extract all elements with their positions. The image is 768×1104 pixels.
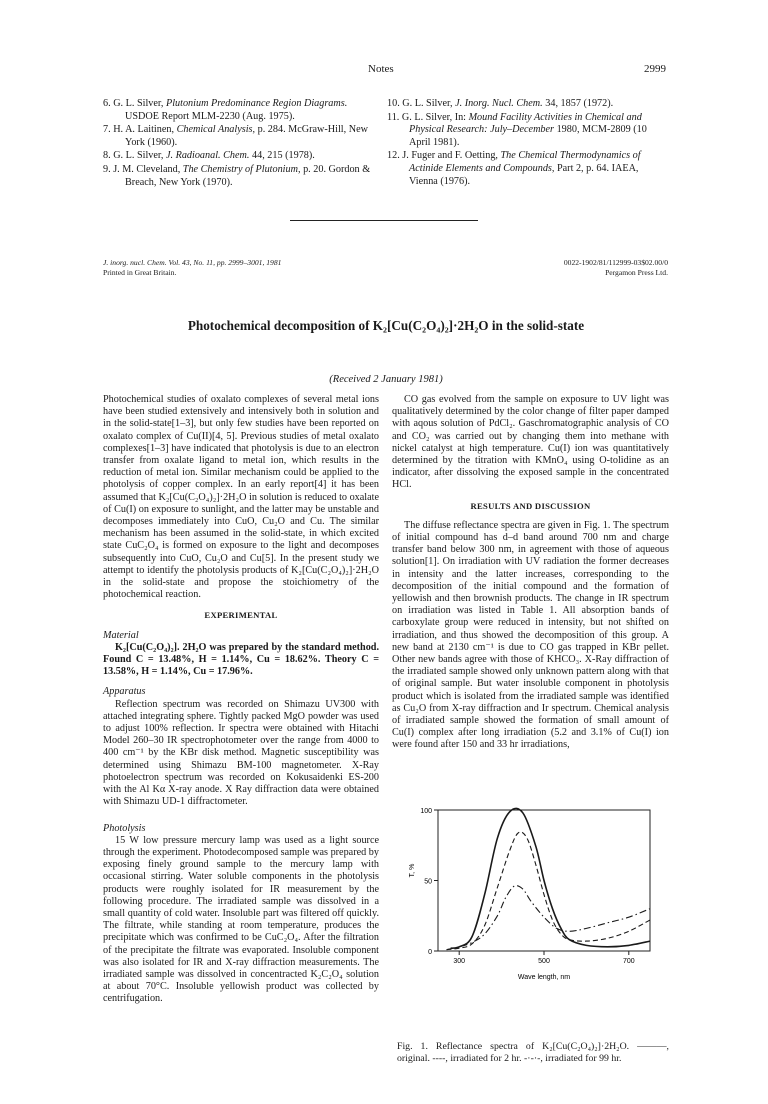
- received-date: (Received 2 January 1981): [329, 374, 443, 385]
- photolysis-paragraph: 15 W low pressure mercury lamp was used as a light source through the experiment. Photodecomposed sample was prepared by exposing finely ground sample to the mercury lamp with occasional stirring. Water soluble components in the photolysis products were roughly isolated for IR measurement by the following procedure. The irradiated sample was dissolved in a small quantity of cold water. Insoluble part was filtered off quickly. The filtrate, while standing at room temperature, produces the precipitate which was confirmed to be CuC₂O₄. After the filtration of the precipitate the filtrate was evaporated. Insoluble component was also isolated for IR and X-ray diffraction measurements. The irradiated sample was dissolved in concentracted K₂C₂O₄ solution at about 70°C. Insoluble yellowish product was collected by centrifugation.: [103, 834, 379, 1005]
- reference-authors: H. A. Laitinen,: [113, 124, 177, 136]
- reference-details: 44, 215 (1978).: [249, 150, 315, 162]
- reference-number: 8.: [103, 150, 114, 162]
- reference-authors: G. L. Silver,: [113, 150, 166, 162]
- series-line-solid: [451, 808, 650, 948]
- reflectance-chart: [398, 796, 668, 1014]
- y-tick-label: 100: [420, 808, 432, 815]
- intro-paragraph: Photochemical studies of oxalato complexes of several metal ions have been studied extensively and intensively both in solution and in the solid-state[1–3], but only few studies have been reported on oxalato complex of Cu(II)[4, 5]. Previous studies of metal oxalato complexes[1–3] have indicated that photolysis is due to an electron transfer from oxalate ligand to metal ion, which results in the reduction of metal ion. Similar mechanism could be applied to the photolysis of copper complex. In an early report[4] it has been assumed that K₂[Cu(C₂O₄)₂]·2H₂O in solution is reduced to oxalate of Cu(I) on exposure to sunlight, and the latter may be unstable and decomposes immediately into CuO, Cu₂O and Cu. The similar mechanism has been assumed in the solid-state, in which excited state CuC₂O₄ is formed on exposure to the light and decomposes subsequently into CuO, Cu₂O and Cu[5]. In the present study we attempt to identify the photolysis products of K₂[Cu(C₂O₄)₂]·2H₂O in the solid-state and propose the stoichiometry of the photochemical reaction.: [103, 394, 379, 601]
- journal-printed-line: Printed in Great Britain.: [103, 267, 177, 277]
- running-header-section: Notes: [368, 63, 394, 75]
- journal-code-line: 0022-1902/81/112999-03$02.00/0: [563, 258, 668, 267]
- journal-code: [470, 258, 668, 277]
- reference-authors: G. L. Silver,: [402, 98, 456, 109]
- references-separator: [290, 220, 478, 221]
- reference-item: [103, 164, 375, 189]
- journal-citation-line: J. inorg. nucl. Chem. Vol. 43, No. 11, pp. 2999–3001, 1981: [103, 258, 282, 267]
- y-axis-label: T, %: [409, 863, 416, 878]
- reference-details: Part 2, p. 64. IAEA, Vienna (1976).: [409, 162, 639, 187]
- material-heading: Material: [103, 629, 139, 641]
- reference-title: Plutonium Predominance Region Diagrams.: [165, 98, 348, 109]
- x-tick-label: 500: [538, 958, 550, 965]
- references-left: [103, 98, 375, 190]
- experimental-heading: EXPERIMENTAL: [204, 610, 278, 621]
- reference-authors: J. M. Cleveland,: [113, 163, 183, 175]
- journal-citation: [103, 258, 403, 277]
- y-tick-label: 0: [428, 949, 432, 956]
- right-column: [392, 394, 669, 752]
- reference-title: Chemical Analysis,: [176, 124, 256, 136]
- reference-title: The Chemistry of Plutonium,: [182, 163, 301, 175]
- reference-item: [103, 98, 375, 123]
- results-heading: RESULTS AND DISCUSSION: [470, 500, 591, 511]
- results-paragraph: The diffuse reflectance spectra are given in Fig. 1. The spectrum of initial compound has d–d band around 700 nm and charge transfer band below 300 nm, in agreement with those of aqueous solution[1]. On irradiation with UV radiation the former decreases in intensity and the latter increases, corresponding to the decomposition of the initial compound and the formation of yellowish and then brownish products. The change in IR spectrum on irradiation was listed in Table 1. All absorption bands of carboxylate group were reduced in intensity, but not shifted on irradiation, and thus showed the decomposition of this group. A new band at 2130 cm⁻¹ is due to CO gas trapped in KBr pellet. Other new bands agree with those of KHCO₃. X-Ray diffraction of the irradiated sample showed only unknown pattern along with that of original sample. But water insoluble component in photolysis product which is isolated from the irradiated sample was identified as Cu₂O from X-ray diffraction and Ir spectrum. Chemical analysis of irradiated sample showed the formation of small amount of Cu(I) complex after long irradiation (5.2 and 3.1% of Cu(I) ion were found after 150 and 33 hr irradiations,: [392, 519, 669, 751]
- reference-item: [387, 98, 669, 111]
- reference-title: Mound Facility Activities in Chemical and Physical Research: July–December: [409, 111, 642, 136]
- reference-title: J. Inorg. Nucl. Chem.: [455, 98, 543, 109]
- x-tick-label: 700: [622, 958, 635, 965]
- reference-item: [103, 124, 375, 149]
- reference-item: [387, 112, 669, 150]
- co-paragraph: CO gas evolved from the sample on exposure to UV light was qualitatively determined by the color change of filter paper damped with aqous solution of PdCl₂. Gaschromatographic analysis of CO and CO₂ was carried out by changing them into methane with nickel catalyst at high temperature. Cu(I) ion was quantitatively determined by the titration with KMnO₄ using O-tolidine as an indicator, after dissolving the exposed sample in the concentrated HCl.: [392, 394, 669, 491]
- material-paragraph: K₂[Cu(C₂O₄)₂]. 2H₂O was prepared by the standard method. Found C = 13.48%, H = 1.14%, Cu = 18.62%. Theory C = 13.58%, H = 1.14%, Cu = 17.96%.: [103, 641, 379, 678]
- reference-authors: G. L. Silver,: [113, 98, 166, 109]
- reference-number: 9.: [103, 163, 114, 175]
- photolysis-heading: Photolysis: [103, 822, 146, 834]
- figure-caption: Fig. 1. Reflectance spectra of K₂[Cu(C₂O₄)₂]·2H₂O. ———, original. ----, irradiated for 2 hr. -·-·-, irradiated for 99 hr.: [397, 1041, 669, 1064]
- y-tick-label: 50: [424, 878, 432, 886]
- reference-item: [103, 150, 375, 163]
- reference-number: 12.: [387, 150, 403, 162]
- reference-details: p. 20. Gordon & Breach, New York (1970).: [125, 163, 371, 188]
- article-title: Photochemical decomposition of K₂[Cu(C₂O₄)₂]·2H₂O in the solid-state: [187, 318, 585, 333]
- reference-number: 6.: [103, 98, 114, 109]
- reference-number: 7.: [103, 124, 114, 136]
- reference-authors: G. L. Silver, In:: [401, 111, 469, 123]
- reference-title: J. Radioanal. Chem.: [165, 150, 250, 162]
- apparatus-paragraph: Reflection spectrum was recorded on Shimazu UV300 with attached integrating sphere. Tightly packed MgO powder was used to adjust 100% reflection. Ir spectra were obtained with Hitachi Model 260–30 IR spectrophotometer over the range from 4000 to 400 cm⁻¹ by the KBr disk method. Magnetic susceptibility was determined using Shimazu BM-100 magnetometer. X-Ray photoelectron spectrum was recorded on Kokusaidenki ES-200 with the Al Kα X-ray anode. X Ray diffraction data were obtained with Shimazu UD-1 diffractometer.: [103, 698, 379, 808]
- reference-number: 11.: [387, 111, 402, 123]
- reference-details: USDOE Report MLM-2230 (Aug. 1975).: [125, 110, 295, 122]
- journal-publisher-line: Pergamon Press Ltd.: [605, 267, 668, 277]
- left-column: [103, 394, 379, 1006]
- page-number: 2999: [644, 63, 666, 75]
- x-tick-label: 300: [453, 958, 466, 965]
- series-line-dashed: [447, 832, 651, 950]
- apparatus-heading: Apparatus: [103, 686, 146, 698]
- references-right: [387, 98, 669, 189]
- reference-item: [387, 150, 669, 188]
- reference-details: p. 284. McGraw-Hill, New York (1960).: [125, 124, 368, 148]
- reference-details: 1980, MCM-2809 (10 April 1981).: [409, 124, 647, 148]
- reference-title: The Chemical Thermodynamics of Actinide Elements and Compounds,: [409, 150, 641, 174]
- x-axis-label: Wave length, nm: [517, 974, 571, 981]
- reference-authors: J. Fuger and F. Oetting,: [402, 150, 501, 162]
- reference-details: 34, 1857 (1972).: [542, 98, 614, 109]
- reference-number: 10.: [387, 98, 403, 109]
